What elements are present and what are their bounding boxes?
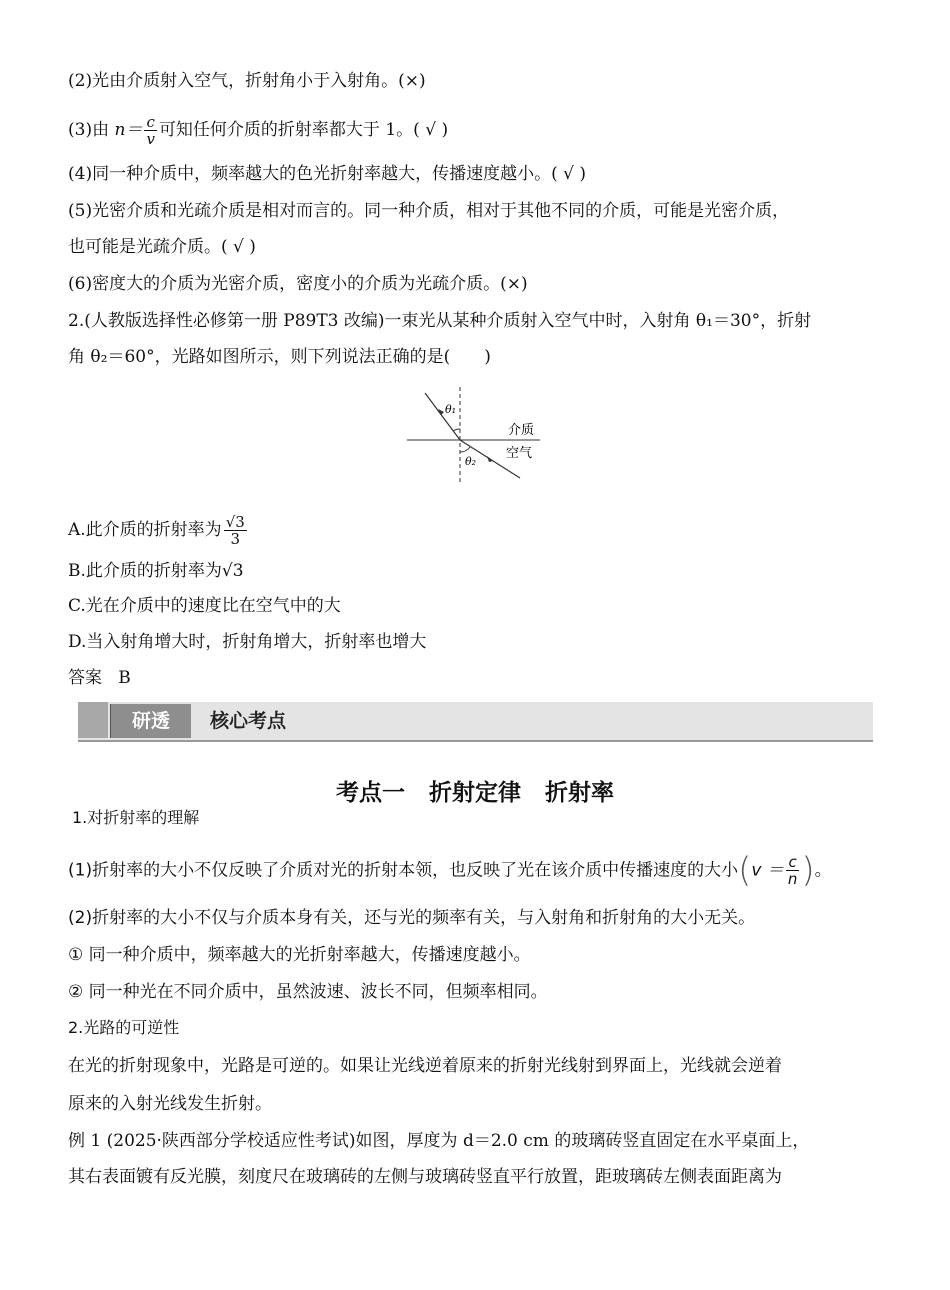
paragraph-6: 原来的入射光线发生折射。	[68, 1094, 272, 1114]
judgment-3: (3)由 n＝ $\frac{c}{v}$ 可知任何介质的折射率都大于 1。( √ )	[68, 113, 449, 148]
banner-decoration	[78, 702, 108, 738]
option-c: C.光在介质中的速度比在空气中的大	[68, 596, 341, 616]
svg-text:介质: 介质	[508, 423, 535, 438]
svg-text:θ₁: θ₁	[445, 403, 457, 416]
fraction-c-over-v: $\frac{c}{v}$	[146, 113, 155, 148]
refraction-diagram	[405, 385, 545, 490]
heading-reversibility: 2.光路的可逆性	[68, 1018, 180, 1037]
section-banner	[78, 702, 873, 742]
answer: 答案 B	[68, 668, 131, 688]
judgment-6: (6)密度大的介质为光密介质，密度小的介质为光疏介质。(×)	[68, 274, 528, 294]
paragraph-2: (2)折射率的大小不仅与介质本身有关，还与光的频率有关，与入射角和折射角的大小无关。	[68, 908, 756, 928]
question-2-line1: 2.(人教版选择性必修第一册 P89T3 改编)一束光从某种介质射入空气中时，入射角 θ₁＝30°，折射	[68, 311, 812, 331]
option-b: B.此介质的折射率为√3	[68, 561, 244, 581]
paragraph-4: ② 同一种光在不同介质中，虽然波速、波长不同，但频率相同。	[68, 982, 548, 1002]
judgment-5: (5)光密介质和光疏介质是相对而言的。同一种介质，相对于其他不同的介质，可能是光密介质，	[68, 201, 790, 221]
question-2-line2: 角 θ₂＝60°，光路如图所示，则下列说法正确的是( )	[68, 347, 491, 367]
judgment-4: (4)同一种介质中，频率越大的色光折射率越大，传播速度越小。( √ )	[68, 164, 586, 184]
svg-text:空气: 空气	[506, 446, 533, 461]
example-1-line1: 例 1 (2025·陕西部分学校适应性考试)如图，厚度为 d＝2.0 cm 的玻璃砖竖直固定在水平桌面上，	[68, 1131, 810, 1151]
paragraph-3: ① 同一种介质中，频率越大的光折射率越大，传播速度越小。	[68, 945, 531, 965]
svg-text:θ₂: θ₂	[465, 455, 477, 468]
section-title: 考点一 折射定律 折射率	[336, 780, 614, 806]
paragraph-1: (1)折射率的大小不仅反映了介质对光的折射本领，也反映了光在该介质中传播速度的大小(v ＝ $\frac{c}{n}$ )。	[68, 850, 832, 891]
paragraph-5: 在光的折射现象中，光路是可逆的。如果让光线逆着原来的折射光线射到界面上，光线就会逆着	[68, 1056, 782, 1076]
example-1-line2: 其右表面镀有反光膜，刻度尺在玻璃砖的左侧与玻璃砖竖直平行放置，距玻璃砖左侧表面距离为	[68, 1167, 782, 1187]
banner-title: 核心考点	[210, 710, 287, 732]
heading-refractive-index: 1.对折射率的理解	[72, 808, 200, 827]
fraction-c-over-n: $\frac{c}{n}$	[787, 853, 798, 888]
banner-tag: 研透	[110, 704, 191, 738]
option-d: D.当入射角增大时，折射角增大，折射率也增大	[68, 632, 427, 652]
judgment-2: (2)光由介质射入空气，折射角小于入射角。(×)	[68, 71, 426, 91]
option-a: A.此介质的折射率为 $\frac{√3}{3}$	[68, 513, 245, 548]
judgment-5-cont: 也可能是光疏介质。( √ )	[68, 237, 256, 257]
fraction-sqrt3-over-3: $\frac{√3}{3}$	[225, 513, 245, 548]
